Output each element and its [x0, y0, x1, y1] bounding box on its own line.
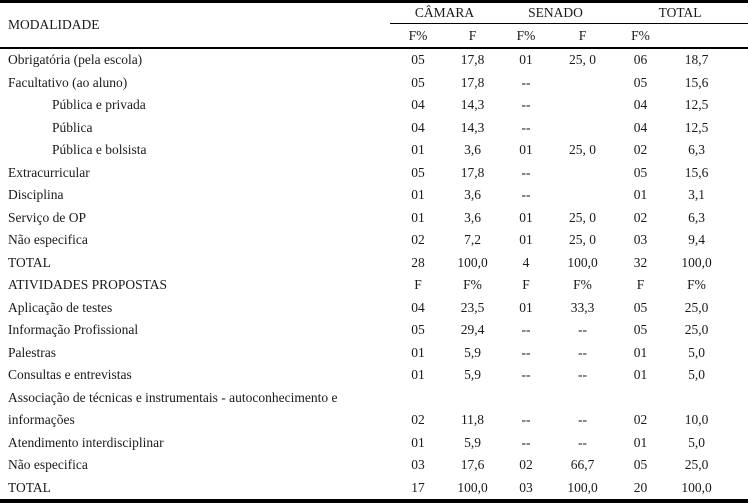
row-label: Facultativo (ao aluno): [8, 74, 128, 90]
cell-value: 02: [633, 142, 648, 157]
cell-value: 04: [411, 299, 425, 315]
cell-value: F%: [573, 277, 592, 292]
cell-value: 5,0: [688, 367, 705, 382]
cell-value: 17,8: [460, 52, 485, 67]
cell-value: --: [578, 434, 588, 450]
row-label: TOTAL: [8, 254, 51, 270]
cell-value: 02: [633, 209, 648, 225]
cell-value: 66,7: [570, 457, 595, 472]
cell-value: 01: [519, 232, 533, 247]
row-label: TOTAL: [8, 479, 51, 495]
cell-value: 04: [633, 97, 648, 112]
cell-value: F: [636, 277, 645, 292]
table-row: [0, 184, 748, 207]
row-label: Associação de técnicas e instrumentais - autoconhecimento e informações: [8, 389, 338, 427]
cell-value: --: [578, 412, 588, 427]
row-label: Disciplina: [8, 187, 64, 202]
cell-value: 32: [633, 254, 648, 270]
cell-value: 3,1: [688, 187, 705, 202]
cell-value: 01: [411, 367, 425, 382]
cell-value: 04: [411, 97, 425, 112]
cell-value: 17: [411, 479, 425, 495]
table-row: [0, 477, 748, 502]
subheader-camara-f: F: [446, 24, 499, 49]
row-label: Pública e privada: [52, 97, 146, 112]
cell-value: 14,3: [460, 97, 485, 112]
column-header-senado: SENADO: [499, 2, 612, 24]
table-row: [0, 297, 748, 320]
cell-value: --: [521, 164, 531, 180]
table-row: [0, 274, 748, 297]
cell-value: 25,0: [684, 457, 709, 472]
cell-value: --: [521, 367, 531, 382]
table-row: [0, 432, 748, 455]
subheader-camara-fpercent: F%: [390, 24, 446, 49]
cell-value: 05: [411, 52, 425, 67]
cell-value: F%: [687, 277, 706, 292]
row-label: Consultas e entrevistas: [8, 367, 132, 382]
cell-value: 06: [633, 52, 648, 67]
row-label: Pública e bolsista: [52, 142, 147, 157]
table-row: [0, 207, 748, 230]
cell-value: --: [578, 322, 588, 337]
cell-value: 04: [411, 119, 425, 135]
cell-value: 01: [411, 344, 425, 360]
cell-value: 25,0: [684, 322, 709, 337]
row-label: Atendimento interdisciplinar: [8, 434, 164, 450]
row-label: Obrigatória (pela escola): [8, 52, 143, 67]
row-label: Extracurricular: [8, 164, 90, 180]
column-header-camara: CÂMARA: [390, 2, 499, 24]
cell-value: 100,0: [457, 254, 488, 270]
table-row: [0, 117, 748, 140]
cell-value: 03: [633, 232, 648, 247]
table-row: [0, 229, 748, 252]
row-label: Palestras: [8, 344, 56, 360]
cell-value: 15,6: [684, 74, 709, 90]
cell-value: [553, 184, 612, 207]
cell-value: 18,7: [684, 52, 709, 67]
cell-value: 5,9: [464, 434, 481, 450]
cell-value: --: [521, 119, 531, 135]
cell-value: 12,5: [684, 97, 709, 112]
cell-value: 33,3: [570, 299, 595, 315]
table-row: [0, 94, 748, 117]
row-label: Pública: [52, 119, 93, 135]
cell-value: 03: [411, 457, 425, 472]
cell-value: 10,0: [684, 412, 709, 427]
cell-value: 05: [633, 164, 648, 180]
column-header-modalidade: MODALIDADE: [0, 2, 390, 49]
cell-value: 4: [522, 254, 530, 270]
cell-value: 05: [633, 457, 648, 472]
cell-value: 05: [411, 322, 425, 337]
cell-value: 25, 0: [569, 232, 597, 247]
cell-value: 11,8: [460, 412, 485, 427]
cell-value: 3,6: [464, 209, 481, 225]
cell-value: 25, 0: [569, 209, 597, 225]
table-row: [0, 364, 748, 387]
cell-value: 100,0: [681, 254, 712, 270]
cell-value: --: [521, 97, 531, 112]
row-label: Não especifica: [8, 457, 88, 472]
cell-value: 28: [411, 254, 425, 270]
row-label: Não especifica: [8, 232, 88, 247]
cell-value: 100,0: [681, 479, 712, 495]
row-label: ATIVIDADES PROPOSTAS: [8, 277, 168, 292]
cell-value: --: [521, 412, 531, 427]
cell-value: 01: [411, 434, 425, 450]
cell-value: 25, 0: [569, 52, 597, 67]
table-header: [0, 2, 748, 49]
cell-value: 7,2: [464, 232, 481, 247]
cell-value: 01: [411, 187, 425, 202]
cell-value: --: [521, 344, 531, 360]
cell-value: --: [521, 434, 531, 450]
table-row: [0, 342, 748, 365]
table-row: [0, 252, 748, 275]
cell-value: 01: [411, 142, 425, 157]
row-label: Aplicação de testes: [8, 299, 113, 315]
cell-value: 03: [519, 479, 533, 495]
cell-value: 01: [519, 52, 533, 67]
cell-value: 20: [633, 479, 648, 495]
cell-value: --: [578, 344, 588, 360]
cell-value: 17,8: [460, 74, 485, 90]
cell-value: [553, 72, 612, 95]
table-row: [0, 48, 748, 72]
cell-value: F%: [463, 277, 482, 292]
cell-value: 25, 0: [569, 142, 597, 157]
cell-value: 02: [411, 412, 425, 427]
row-label: Informação Profissional: [8, 322, 139, 337]
cell-value: --: [521, 187, 531, 202]
cell-value: [553, 117, 612, 140]
cell-value: 01: [633, 367, 648, 382]
cell-value: 5,0: [688, 434, 705, 450]
cell-value: 02: [411, 232, 425, 247]
cell-value: 17,8: [460, 164, 485, 180]
table-row: [0, 387, 748, 432]
table-body: [0, 48, 748, 501]
cell-value: 05: [411, 164, 425, 180]
row-label: Serviço de OP: [8, 209, 86, 225]
cell-value: 02: [519, 457, 533, 472]
cell-value: 3,6: [464, 142, 481, 157]
cell-value: 100,0: [567, 479, 598, 495]
cell-value: 5,0: [688, 344, 705, 360]
cell-value: [553, 94, 612, 117]
cell-value: 01: [411, 209, 425, 225]
cell-value: 01: [633, 434, 648, 450]
column-header-total: TOTAL: [612, 2, 748, 24]
cell-value: --: [578, 367, 588, 382]
cell-value: 17,6: [460, 457, 485, 472]
cell-value: 9,4: [688, 232, 705, 247]
cell-value: 3,6: [464, 187, 481, 202]
cell-value: 6,3: [688, 209, 705, 225]
cell-value: 01: [519, 142, 533, 157]
cell-value: 04: [633, 119, 648, 135]
cell-value: 5,9: [464, 367, 481, 382]
cell-value: --: [521, 74, 531, 90]
cell-value: --: [521, 322, 531, 337]
cell-value: 14,3: [460, 119, 485, 135]
cell-value: 01: [633, 187, 648, 202]
cell-value: 05: [411, 74, 425, 90]
cell-value: 5,9: [464, 344, 481, 360]
subheader-total-blank: [669, 24, 748, 49]
cell-value: 05: [633, 299, 648, 315]
table-row: [0, 454, 748, 477]
cell-value: 23,5: [460, 299, 485, 315]
cell-value: 05: [633, 74, 648, 90]
cell-value: 01: [519, 299, 533, 315]
cell-value: 01: [519, 209, 533, 225]
cell-value: F: [522, 277, 530, 292]
cell-value: [553, 162, 612, 185]
cell-value: 6,3: [688, 142, 705, 157]
cell-value: 100,0: [567, 254, 598, 270]
cell-value: 25,0: [684, 299, 709, 315]
cell-value: 05: [633, 322, 648, 337]
table-row: [0, 319, 748, 342]
table-row: [0, 162, 748, 185]
cell-value: 100,0: [457, 479, 488, 495]
cell-value: 12,5: [684, 119, 709, 135]
table-row: [0, 72, 748, 95]
cell-value: 29,4: [460, 322, 485, 337]
subheader-total-fpercent: F%: [612, 24, 669, 49]
subheader-senado-f: F: [553, 24, 612, 49]
cell-value: 01: [633, 344, 648, 360]
subheader-senado-fpercent: F%: [499, 24, 553, 49]
cell-value: 02: [633, 412, 648, 427]
cell-value: F: [414, 277, 422, 292]
group-header-row: [0, 2, 748, 24]
cell-value: 15,6: [684, 164, 709, 180]
table-row: [0, 139, 748, 162]
